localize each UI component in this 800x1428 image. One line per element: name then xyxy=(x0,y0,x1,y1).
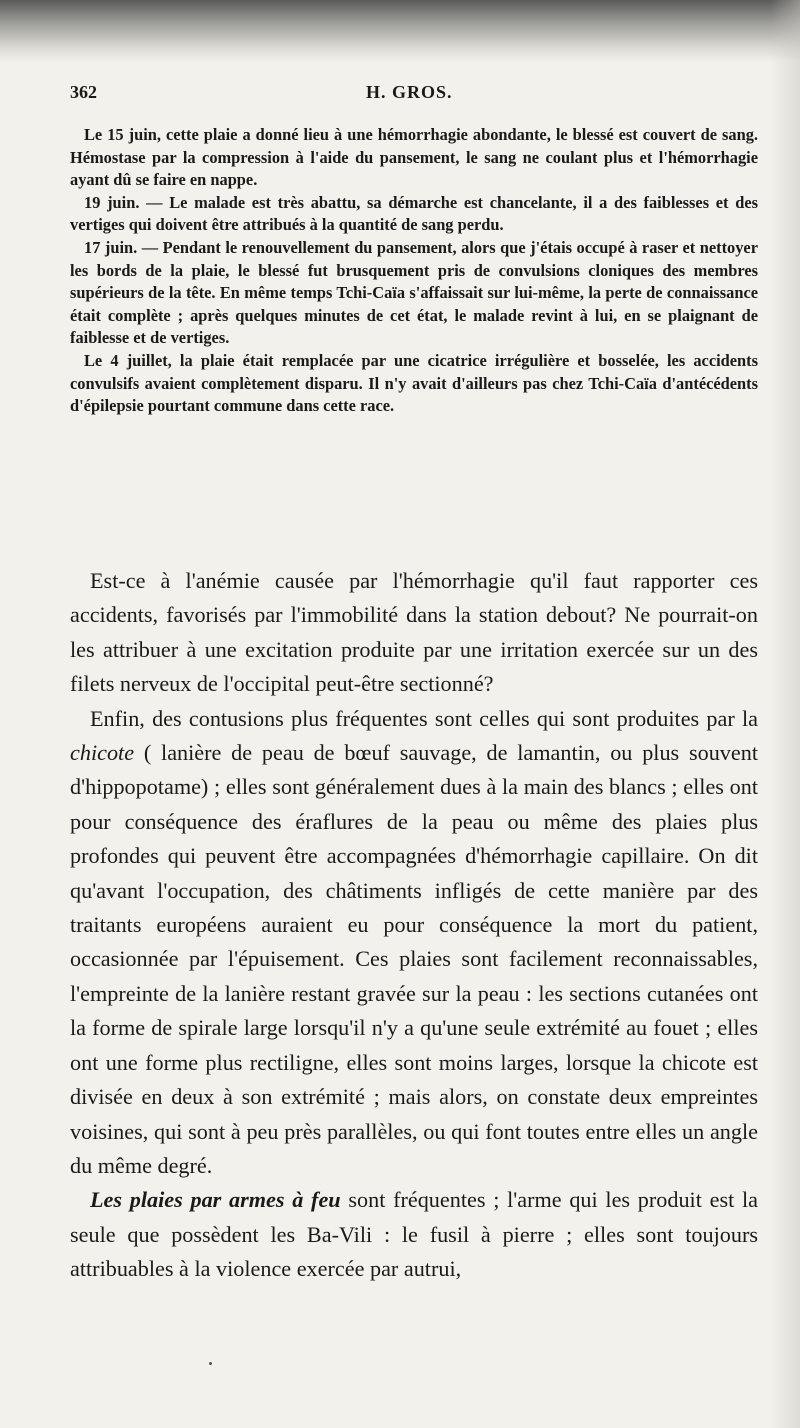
body-paragraph-2 xyxy=(70,702,758,1184)
main-text xyxy=(70,564,758,1287)
emphasis-chicote: chicote xyxy=(70,740,135,766)
body-text-run: ( lanière de peau de bœuf sauvage, de lamantin, ou plus souvent d'hippopotame) ; elles sont généralement dues à la main des blancs ; elles ont pour conséquence des éraflures de la peau ou même des plaies plus profondes qui peuvent être accompagnées d'hémorrhagie capillaire. On dit qu'avant l'occupation, des châtiments infligés de cette manière par des traitants européens auraient eu pour conséquence la mort du patient, occasionnée par l'épuisement. Ces plaies sont facilement reconnaissables, l'empreinte de la lanière restant gravée sur la peau : les sections cutanées ont la forme de spirale large lorsqu'il n'y a qu'une seule extrémité au fouet ; elles ont une forme plus rectiligne, elles sont moins larges, lorsque la chicote est divisée en deux à son extrémité ; mais alors, on constate deux empreintes voisines, qui sont à peu près parallèles, ou qui font toutes entre elles un angle du même degré. xyxy=(70,740,758,1178)
case-note-paragraph: 19 juin. — Le malade est très abattu, sa démarche est chancelante, il a des faiblesses et des vertiges qui doivent être attribués à la quantité de sang perdu. xyxy=(70,192,758,235)
case-note-paragraph: 17 juin. — Pendant le renouvellement du pansement, alors que j'étais occupé à raser et nettoyer les bords de la plaie, le blessé fut brusquement pris de convulsions cloniques des membres supérieurs de la tête. En même temps Tchi-Caïa s'affaissait sur lui-même, la perte de connaissance était complète ; après quelques minutes de cet état, le malade revint à lui, en se plaignant de faiblesse et de vertiges. xyxy=(70,237,758,348)
page-header xyxy=(70,82,758,112)
print-speck xyxy=(209,1362,212,1365)
body-text-run: Enfin, des contusions plus fréquentes sont celles qui sont produites par la xyxy=(90,705,758,731)
case-note-paragraph: Le 15 juin, cette plaie a donné lieu à une hémorrhagie abondante, le blessé est couvert de sang. Hémostase par la compression à l'aide du pansement, le sang ne coulant plus et l'hémorrhagie ayant dû se faire en nappe. xyxy=(70,125,758,190)
body-paragraph-1: Est-ce à l'anémie causée par l'hémorrhagie qu'il faut rapporter ces accidents, favorisés par l'immobilité dans la station debout? Ne pourrait-on les attribuer à une excitation produite par une irritation exercée sur un des filets nerveux de l'occipital peut-être sectionné? xyxy=(70,568,758,697)
body-paragraph-3 xyxy=(70,1183,758,1286)
case-note-paragraph: Le 4 juillet, la plaie était remplacée par une cicatrice irrégulière et bosselée, les accidents convulsifs avaient complètement disparu. Il n'y avait d'ailleurs pas chez Tchi-Caïa d'antécédents d'épilepsie pourtant commune dans cette race. xyxy=(70,350,758,416)
running-head: H. GROS. xyxy=(366,82,453,102)
body-text-run: sont fréquentes ; l'arme qui les produit est la seule que possèdent les Ba-Vili : le fusil à pierre ; elles sont toujours attribuables à la violence exercée par autrui, xyxy=(70,1187,758,1282)
page-number: 362 xyxy=(70,82,97,102)
scan-shadow-top xyxy=(0,0,800,62)
emphasis-armes-a-feu: Les plaies par armes à feu xyxy=(90,1187,341,1213)
case-notes xyxy=(70,124,758,418)
scan-shadow-right xyxy=(770,0,800,1428)
